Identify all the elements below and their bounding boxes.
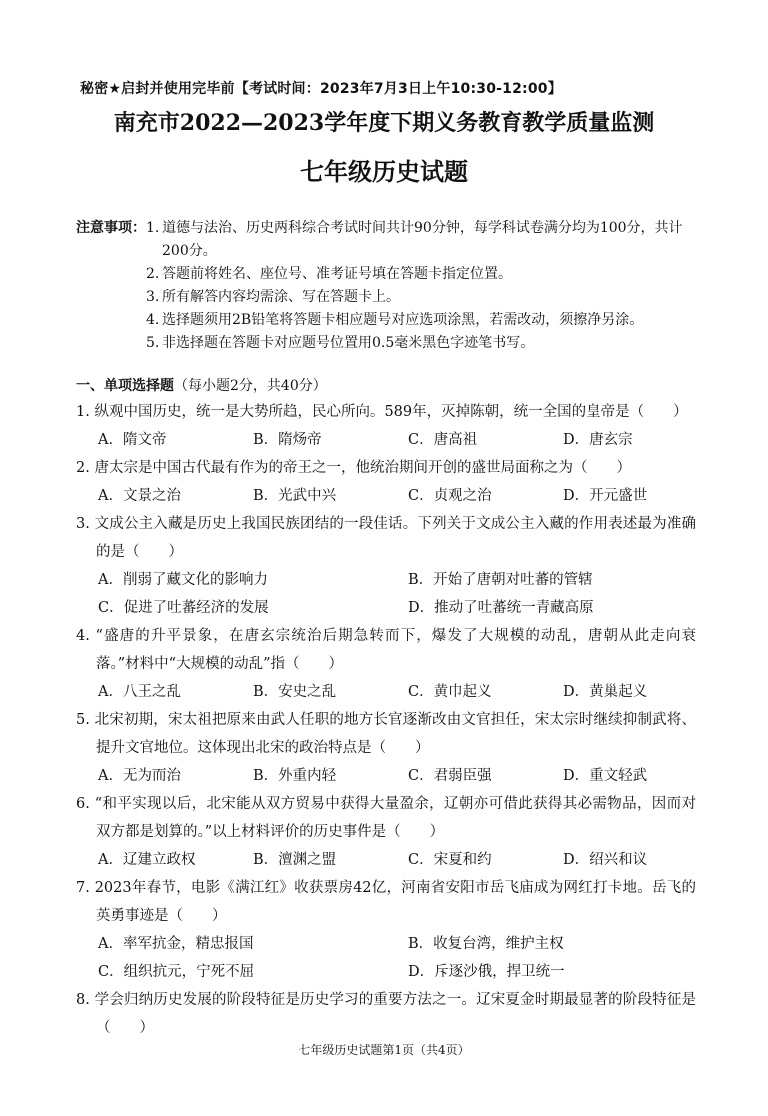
question-list [76,398,696,1042]
option-c: C．贞观之治 [408,488,492,504]
section-title: 一、单项选择题 [76,378,174,394]
question-options [76,762,696,790]
exam-subtitle: 七年级历史试题 [300,157,468,186]
notice-item-text: 非选择题在答题卡对应题号位置用0.5毫米黑色字迹笔书写。 [162,335,535,351]
option-c: C．组织抗元，宁死不屈 [98,964,255,980]
option-b: B．外重内轻 [253,768,337,784]
question-stem: 4. “盛唐的升平景象，在唐玄宗统治后期急转而下，爆发了大规模的动乱，唐朝从此走向衰落。”材料中“大规模的动乱”指（ ） [76,628,696,672]
question-1 [76,398,696,454]
option-d: D．唐玄宗 [563,432,633,448]
question-stem: 1. 纵观中国历史，统一是大势所趋，民心所向。589年，灭掉陈朝，统一全国的皇帝是（ ） [76,404,688,420]
question-4 [76,622,696,706]
notice-item-text: 道德与法治、历史两科综合考试时间共计90分钟，每学科试卷满分均为100分，共计200分。 [162,220,683,259]
notice-item-text: 所有解答内容均需涂、写在答题卡上。 [162,289,400,305]
option-c: C．宋夏和约 [408,852,492,868]
notice-item-number: 4. [146,312,160,328]
notice-item-text: 选择题须用2B铅笔将答题卡相应题号对应选项涂黑，若需改动，须擦净另涂。 [162,312,644,328]
option-a: A．隋文帝 [98,432,167,448]
option-c: C．唐高祖 [408,432,478,448]
question-options [76,678,696,706]
question-options [76,846,696,874]
question-options [76,566,696,622]
option-b: B．光武中兴 [253,488,337,504]
notice-item-number: 3. [146,289,160,305]
option-d: D．绍兴和议 [563,852,648,868]
question-2 [76,454,696,510]
exam-main-title: 南充市2022—2023学年度下期义务教育教学质量监测 [113,110,655,136]
notice-label: 注意事项： [76,220,146,236]
question-3 [76,510,696,622]
notice-list [146,217,706,355]
question-stem: 2. 唐太宗是中国古代最有作为的帝王之一，他统治期间开创的盛世局面称之为（ ） [76,460,631,476]
option-a: A．文景之治 [98,488,181,504]
question-8 [76,986,696,1042]
option-a: A．削弱了藏文化的影响力 [98,572,268,588]
option-b: B．隋炀帝 [253,432,322,448]
section-points: （每小题2分，共40分） [174,378,327,394]
notice-item [146,309,706,332]
notice-item [146,286,706,309]
option-d: D．重文轻武 [563,768,648,784]
notice-item-number: 2. [146,266,160,282]
question-6 [76,790,696,874]
notice-item [146,263,706,286]
notice-item [146,332,706,355]
option-d: D．推动了吐蕃统一青藏高原 [408,600,594,616]
question-stem: 8. 学会归纳历史发展的阶段特征是历史学习的重要方法之一。辽宋夏金时期最显著的阶段特征是（ ） [76,992,696,1036]
option-a: A．辽建立政权 [98,852,196,868]
question-stem: 6. “和平实现以后，北宋能从双方贸易中获得大量盈余，辽朝亦可借此获得其必需物品，因而对双方都是划算的。”以上材料评价的历史事件是（ ） [76,796,696,840]
option-d: D．开元盛世 [563,488,648,504]
option-a: A．八王之乱 [98,684,181,700]
option-d: D．斥逐沙俄，捍卫统一 [408,964,565,980]
notice-item-text: 答题前将姓名、座位号、准考证号填在答题卡指定位置。 [162,266,512,282]
option-c: C．黄巾起义 [408,684,492,700]
question-7 [76,874,696,986]
question-5 [76,706,696,790]
option-b: B．开始了唐朝对吐蕃的管辖 [408,572,593,588]
option-b: B．收复台湾，维护主权 [408,936,564,952]
option-a: A．率军抗金，精忠报国 [98,936,254,952]
option-c: C．促进了吐蕃经济的发展 [98,600,269,616]
notice-item-number: 5. [146,335,160,351]
question-stem: 5. 北宋初期，宋太祖把原来由武人任职的地方长官逐渐改由文官担任，宋太宗时继续抑制武将、提升文官地位。这体现出北宋的政治特点是（ ） [76,712,696,756]
page-footer: 七年级历史试题第1页（共4页） [298,1043,470,1057]
option-d: D．黄巢起义 [563,684,648,700]
question-options [76,482,696,510]
section-heading [76,375,327,395]
option-b: B．澶渊之盟 [253,852,337,868]
option-a: A．无为而治 [98,768,181,784]
option-c: C．君弱臣强 [408,768,492,784]
question-options [76,426,696,454]
notice-item-number: 1. [146,220,160,236]
notice-item [146,217,706,263]
question-options [76,930,696,986]
confidential-notice: 秘密★启封并使用完毕前【考试时间：2023年7月3日上午10:30-12:00】 [80,81,562,97]
option-b: B．安史之乱 [253,684,337,700]
question-stem: 3. 文成公主入藏是历史上我国民族团结的一段佳话。下列关于文成公主入藏的作用表述最为准确的是（ ） [76,516,696,560]
question-stem: 7. 2023年春节，电影《满江红》收获票房42亿，河南省安阳市岳飞庙成为网红打卡地。岳飞的英勇事迹是（ ） [76,880,696,924]
